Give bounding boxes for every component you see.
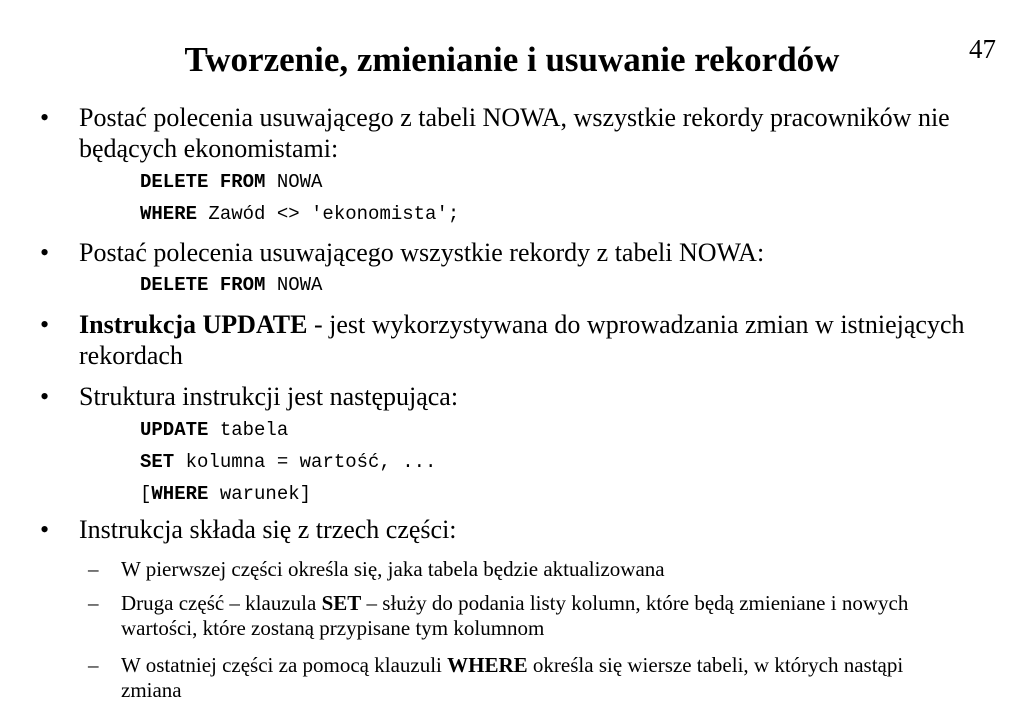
sql-keyword: UPDATE (140, 419, 209, 441)
code-line (140, 203, 459, 225)
dash-mark: – (88, 653, 99, 677)
bullet-mark: • (40, 382, 50, 411)
sql-text: kolumna = wartość, ... (174, 451, 437, 473)
sub-text-a: W ostatniej części za pomocą klauzuli (121, 653, 448, 677)
code-line (140, 483, 311, 505)
bullet-delete-all (40, 237, 980, 268)
page-number: 47 (969, 34, 996, 64)
bullet-text: Postać polecenia usuwającego z tabeli NOWA, wszystkie rekordy pracowników nie będących ekonomistami: (79, 103, 950, 163)
bullet-mark: • (40, 515, 50, 544)
sql-keyword: WHERE (140, 203, 198, 225)
bold-term: WHERE (447, 653, 528, 677)
sql-text: NOWA (265, 274, 323, 296)
sub-text-b: określa się wiersze tabeli, w których nastąpi zmiana (121, 653, 904, 702)
bullet-mark: • (40, 238, 50, 267)
sql-keyword: DELETE FROM (140, 171, 266, 193)
bullet-text (79, 309, 980, 371)
sub-bullet-text: W pierwszej części określa się, jaka tabela będzie aktualizowana (121, 557, 665, 581)
bold-term: Instrukcja UPDATE (79, 310, 308, 339)
dash-mark: – (88, 557, 99, 581)
sql-text: tabela (208, 419, 289, 441)
bullet-text: Instrukcja składa się z trzech części: (79, 515, 457, 544)
sub-bullet-second-part (88, 591, 968, 641)
bullet-text: Struktura instrukcji jest następująca: (79, 382, 459, 411)
bullet-update-instruction (40, 309, 980, 371)
sub-text-a: Druga część – klauzula (121, 591, 322, 615)
sub-text-b: – służy do podania listy kolumn, które będą zmieniane i nowych wartości, które zostaną przypisane tym kolumnom (121, 591, 909, 640)
sub-bullet-first-part (88, 557, 968, 582)
bullet-text: Postać polecenia usuwającego wszystkie rekordy z tabeli NOWA: (79, 238, 765, 267)
code-line (140, 274, 322, 296)
code-line (140, 419, 288, 441)
code-line (140, 171, 322, 193)
sql-keyword: SET (140, 451, 175, 473)
sql-text: NOWA (265, 171, 323, 193)
sql-text: Zawód <> 'ekonomista'; (197, 203, 460, 225)
bullet-structure (40, 381, 980, 412)
sub-bullet-text (121, 653, 968, 703)
bold-term: SET (321, 591, 362, 615)
bullet-mark: • (40, 103, 50, 132)
bullet-text-rest: - jest wykorzystywana do wprowadzania zmian w istniejących rekordach (79, 310, 965, 370)
sub-bullet-text (121, 591, 968, 641)
bullet-delete-non-economists (40, 102, 980, 164)
sql-text: [ (140, 483, 152, 505)
sql-keyword: WHERE (151, 483, 209, 505)
sql-keyword: DELETE FROM (140, 274, 266, 296)
bullet-mark: • (40, 310, 50, 339)
slide-title: Tworzenie, zmienianie i usuwanie rekordów (184, 40, 840, 79)
sql-text: warunek] (208, 483, 312, 505)
bullet-three-parts (40, 514, 980, 545)
dash-mark: – (88, 591, 99, 615)
sub-bullet-third-part (88, 653, 968, 703)
code-line (140, 451, 436, 473)
